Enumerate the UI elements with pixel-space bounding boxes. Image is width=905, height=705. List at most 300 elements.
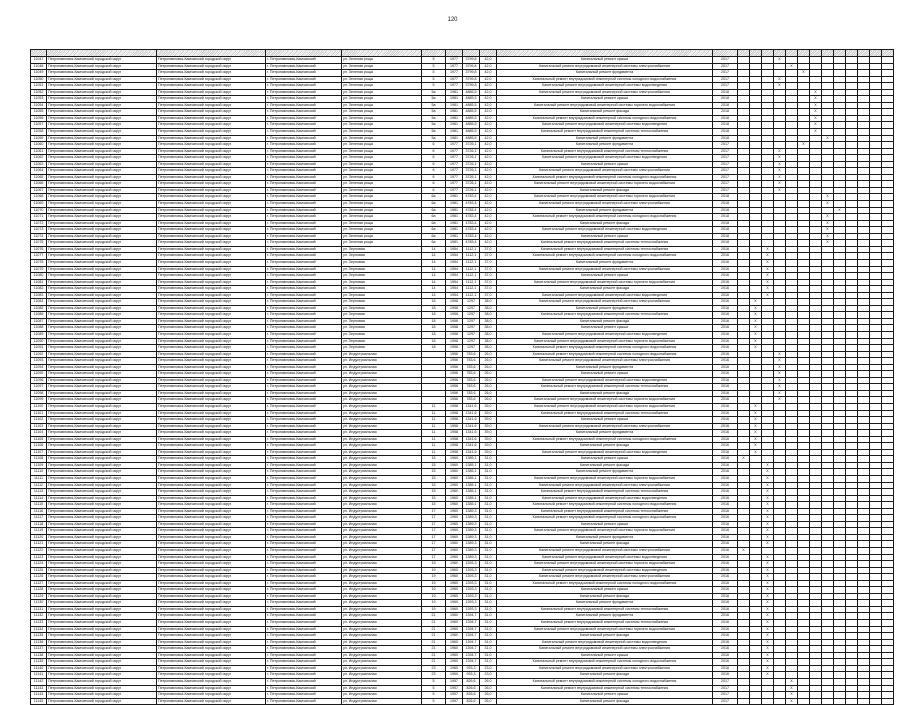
table-cell: Капитальный ремонт внутридомовой инженерной системы теплоснабжения bbox=[497, 312, 713, 319]
table-cell: X bbox=[822, 227, 834, 234]
table-cell: 11054 bbox=[31, 102, 47, 109]
table-cell: Петропавловск-Камчатский городской округ bbox=[47, 633, 157, 640]
table-cell: 11069 bbox=[31, 201, 47, 208]
table-cell: г. Петропавловск-Камчатский bbox=[266, 377, 342, 384]
table-cell: Капитальный ремонт фасада bbox=[497, 593, 713, 600]
table-cell: ул. Зеленая роща bbox=[342, 155, 422, 162]
table-cell: Петропавловск-Камчатский городской округ bbox=[157, 403, 266, 410]
table-cell: Петропавловск-Камчатский городской округ bbox=[47, 325, 157, 332]
table-cell: 1960 bbox=[446, 534, 463, 541]
table-cell: Петропавловск-Камчатский городской округ bbox=[157, 554, 266, 561]
table-cell: 11123 bbox=[31, 554, 47, 561]
table-cell: 11083 bbox=[31, 292, 47, 299]
table-cell: 11103 bbox=[31, 423, 47, 430]
table-cell: Капитальный ремонт внутридомовой инженерной системы горячего водоснабжения bbox=[497, 181, 713, 188]
table-cell: Капитальный ремонт внутридомовой инженерной системы теплоснабжения bbox=[497, 240, 713, 247]
table-cell: Петропавловск-Камчатский городской округ bbox=[47, 390, 157, 397]
table-cell: Петропавловск-Камчатский городской округ bbox=[47, 273, 157, 280]
table-cell: Петропавловск-Камчатский городской округ bbox=[157, 548, 266, 555]
table-cell: X bbox=[762, 606, 774, 613]
table-cell: Петропавловск-Камчатский городской округ bbox=[157, 63, 266, 70]
table-cell: Капитальный ремонт внутридомовой инженерной системы холодного водоснабжения bbox=[497, 502, 713, 509]
table-cell: 1112,1 bbox=[463, 286, 480, 293]
table-cell: 31,0 bbox=[480, 580, 497, 587]
table-cell: г. Петропавловск-Камчатский bbox=[266, 672, 342, 679]
table-cell: 1960 bbox=[446, 665, 463, 672]
table-cell: 826,6 bbox=[463, 692, 480, 699]
table-cell: 18 bbox=[422, 312, 446, 319]
table-cell: 39,0 bbox=[480, 443, 497, 450]
table-cell: 15 bbox=[422, 462, 446, 469]
table-cell: 31,0 bbox=[480, 620, 497, 627]
table-cell: Петропавловск-Камчатский городской округ bbox=[47, 613, 157, 620]
table-cell: Петропавловск-Камчатский городской округ bbox=[157, 207, 266, 214]
table-cell: 1112,1 bbox=[463, 259, 480, 266]
table-cell: 23 bbox=[422, 672, 446, 679]
table-cell: 21 bbox=[422, 633, 446, 640]
table-cell: 1297 bbox=[463, 312, 480, 319]
table-cell: 11086 bbox=[31, 312, 47, 319]
table-cell: X bbox=[786, 692, 798, 699]
table-cell: 5а bbox=[422, 96, 446, 103]
table-cell: 11067 bbox=[31, 187, 47, 194]
table-cell: 17 bbox=[422, 541, 446, 548]
table-cell: 1389,3 bbox=[463, 515, 480, 522]
repair-program-table-wrapper bbox=[30, 49, 876, 705]
table-cell: Петропавловск-Камчатский городской округ bbox=[157, 606, 266, 613]
table-cell: 11116 bbox=[31, 508, 47, 515]
table-cell: 11 bbox=[422, 430, 446, 437]
table-cell: 5а bbox=[422, 129, 446, 136]
table-cell: 4885,5 bbox=[463, 109, 480, 116]
table-cell: ул. Индустриальная bbox=[342, 495, 422, 502]
table-cell: Петропавловск-Камчатский городской округ bbox=[47, 299, 157, 306]
table-cell: 31,0 bbox=[480, 495, 497, 502]
table-cell: 11066 bbox=[31, 181, 47, 188]
table-cell: Петропавловск-Камчатский городской округ bbox=[157, 613, 266, 620]
table-cell: г. Петропавловск-Камчатский bbox=[266, 502, 342, 509]
header-cell bbox=[822, 50, 834, 57]
table-cell: X bbox=[738, 456, 750, 463]
table-cell: 2016 bbox=[713, 541, 738, 548]
table-cell: X bbox=[822, 201, 834, 208]
table-cell: X bbox=[762, 508, 774, 515]
table-cell: г. Петропавловск-Камчатский bbox=[266, 548, 342, 555]
table-cell: г. Петропавловск-Камчатский bbox=[266, 534, 342, 541]
table-cell: 11048 bbox=[31, 63, 47, 70]
table-cell: 42,0 bbox=[480, 181, 497, 188]
table-cell: 2016 bbox=[713, 377, 738, 384]
table-cell: 23,0 bbox=[480, 665, 497, 672]
table-cell: г. Петропавловск-Камчатский bbox=[266, 371, 342, 378]
table-cell: г. Петропавловск-Камчатский bbox=[266, 273, 342, 280]
table-cell: 783,6 bbox=[463, 377, 480, 384]
table-cell: 39,0 bbox=[480, 430, 497, 437]
table-cell: Петропавловск-Камчатский городской округ bbox=[47, 358, 157, 365]
table-cell: г. Петропавловск-Камчатский bbox=[266, 397, 342, 404]
table-cell: 1341,6 bbox=[463, 403, 480, 410]
table-cell: 2016 bbox=[713, 273, 738, 280]
table-cell: ул. Зеленая роща bbox=[342, 214, 422, 221]
table-cell: 826,6 bbox=[463, 678, 480, 685]
table-cell: г. Петропавловск-Камчатский bbox=[266, 521, 342, 528]
table-cell: Петропавловск-Камчатский городской округ bbox=[47, 174, 157, 181]
table-cell: ул. Зеленая роща bbox=[342, 201, 422, 208]
table-cell: Петропавловск-Камчатский городской округ bbox=[157, 633, 266, 640]
table-cell: 1389,3 bbox=[463, 528, 480, 535]
table-cell: 42,0 bbox=[480, 63, 497, 70]
table-cell: ул. Зерновая bbox=[342, 318, 422, 325]
table-cell: Петропавловск-Камчатский городской округ bbox=[47, 286, 157, 293]
table-cell: Капитальный ремонт внутридомовой инженерной системы электроснабжения bbox=[497, 201, 713, 208]
table-cell: 1957 bbox=[446, 692, 463, 699]
table-cell: 11095 bbox=[31, 371, 47, 378]
table-cell: 1960 bbox=[446, 587, 463, 594]
table-cell: 11091 bbox=[31, 345, 47, 352]
table-cell: 18 bbox=[422, 338, 446, 345]
table-cell: Капитальный ремонт внутридомовой инженерной системы холодного водоснабжения bbox=[497, 345, 713, 352]
table-cell: Капитальный ремонт крыши bbox=[497, 587, 713, 594]
table-cell: г. Петропавловск-Камчатский bbox=[266, 155, 342, 162]
table-cell: X bbox=[774, 83, 786, 90]
table-cell: Петропавловск-Камчатский городской округ bbox=[157, 430, 266, 437]
table-cell: г. Петропавловск-Камчатский bbox=[266, 135, 342, 142]
table-cell: 5 bbox=[422, 685, 446, 692]
table-cell: 11 bbox=[422, 417, 446, 424]
table-cell: Петропавловск-Камчатский городской округ bbox=[47, 678, 157, 685]
table-cell: г. Петропавловск-Камчатский bbox=[266, 600, 342, 607]
table-cell: 1977 bbox=[446, 181, 463, 188]
table-cell: X bbox=[762, 580, 774, 587]
table-cell bbox=[810, 698, 822, 705]
table-cell: X bbox=[750, 305, 762, 312]
table-cell: 11075 bbox=[31, 240, 47, 247]
table-cell: Петропавловск-Камчатский городской округ bbox=[47, 567, 157, 574]
table-cell: Петропавловск-Камчатский городской округ bbox=[47, 502, 157, 509]
table-cell: ул. Зеленая роща bbox=[342, 240, 422, 247]
table-cell: 6 bbox=[422, 142, 446, 149]
table-cell: Петропавловск-Камчатский городской округ bbox=[157, 698, 266, 705]
table-cell: 38,0 bbox=[480, 299, 497, 306]
table-cell: Капитальный ремонт внутридомовой инженерной системы горячего водоснабжения bbox=[497, 194, 713, 201]
table-cell: X bbox=[750, 449, 762, 456]
table-cell: ул. Индустриальная bbox=[342, 489, 422, 496]
table-cell: 2017 bbox=[713, 76, 738, 83]
table-cell: 5а bbox=[422, 102, 446, 109]
table-cell: 1958 bbox=[446, 436, 463, 443]
table-cell: 11077 bbox=[31, 253, 47, 260]
table-cell: 1393,3 bbox=[463, 606, 480, 613]
table-cell: 5 bbox=[422, 678, 446, 685]
table-cell: 38,0 bbox=[480, 312, 497, 319]
table-cell: г. Петропавловск-Камчатский bbox=[266, 227, 342, 234]
table-cell: Капитальный ремонт внутридомовой инженерной системы горячего водоснабжения bbox=[497, 476, 713, 483]
table-cell: 11138 bbox=[31, 652, 47, 659]
table-cell: ул. Зеленая роща bbox=[342, 83, 422, 90]
table-cell: ул. Индустриальная bbox=[342, 685, 422, 692]
table-cell: 2016 bbox=[713, 476, 738, 483]
table-cell: Капитальный ремонт крыши bbox=[497, 325, 713, 332]
table-cell: 4885,5 bbox=[463, 115, 480, 122]
table-cell: 11141 bbox=[31, 672, 47, 679]
table-cell: X bbox=[738, 548, 750, 555]
table-cell: Петропавловск-Камчатский городской округ bbox=[47, 338, 157, 345]
header-cell bbox=[713, 50, 738, 57]
table-cell: Петропавловск-Камчатский городской округ bbox=[157, 286, 266, 293]
table-cell: 6а bbox=[422, 227, 446, 234]
table-cell: 21 bbox=[422, 659, 446, 666]
table-cell: 37,0 bbox=[480, 273, 497, 280]
table-cell: г. Петропавловск-Камчатский bbox=[266, 70, 342, 77]
table-cell: X bbox=[762, 521, 774, 528]
table-cell: X bbox=[774, 57, 786, 64]
table-cell: 2016 bbox=[713, 397, 738, 404]
table-cell: ул. Зерновая bbox=[342, 345, 422, 352]
table-cell: X bbox=[762, 482, 774, 489]
table-cell: Петропавловск-Камчатский городской округ bbox=[47, 541, 157, 548]
table-cell: 42,0 bbox=[480, 115, 497, 122]
table-cell: 1394,7 bbox=[463, 646, 480, 653]
header-cell bbox=[762, 50, 774, 57]
table-cell: 1956 bbox=[446, 351, 463, 358]
table-cell: 2016 bbox=[713, 305, 738, 312]
table-cell: 1960 bbox=[446, 462, 463, 469]
table-cell: Капитальный ремонт внутридомовой инженерной системы холодного водоснабжения bbox=[497, 253, 713, 260]
table-cell: Капитальный ремонт фундамента bbox=[497, 534, 713, 541]
table-cell: 3726,1 bbox=[463, 187, 480, 194]
table-cell: 11070 bbox=[31, 207, 47, 214]
table-cell: Капитальный ремонт внутридомовой инженерной системы электроснабжения bbox=[497, 665, 713, 672]
table-cell: ул. Зеленая роща bbox=[342, 70, 422, 77]
table-cell: Капитальный ремонт внутридомовой инженерной системы водоотведения bbox=[497, 227, 713, 234]
table-cell: 11101 bbox=[31, 410, 47, 417]
table-cell: 11136 bbox=[31, 639, 47, 646]
table-cell: 11056 bbox=[31, 115, 47, 122]
table-cell: 11 bbox=[422, 436, 446, 443]
table-cell: ул. Зерновая bbox=[342, 246, 422, 253]
table-cell: X bbox=[762, 659, 774, 666]
table-cell: Петропавловск-Камчатский городской округ bbox=[157, 410, 266, 417]
table-cell: 31,0 bbox=[480, 646, 497, 653]
table-cell: 11068 bbox=[31, 194, 47, 201]
table-cell: 1958 bbox=[446, 299, 463, 306]
table-cell: Капитальный ремонт внутридомовой инженерной системы электроснабжения bbox=[497, 299, 713, 306]
table-cell: 31,0 bbox=[480, 469, 497, 476]
table-cell: Капитальный ремонт фасада bbox=[497, 286, 713, 293]
table-cell: 2016 bbox=[713, 659, 738, 666]
table-cell: 42,0 bbox=[480, 122, 497, 129]
table-cell: 31,0 bbox=[480, 639, 497, 646]
table-cell: г. Петропавловск-Камчатский bbox=[266, 449, 342, 456]
table-cell: 31,0 bbox=[480, 489, 497, 496]
table-cell: X bbox=[774, 76, 786, 83]
table-cell: 11 bbox=[422, 449, 446, 456]
table-cell: ул. Индустриальная bbox=[342, 371, 422, 378]
table-cell: 11124 bbox=[31, 561, 47, 568]
table-cell: Капитальный ремонт внутридомовой инженерной системы холодного водоснабжения bbox=[497, 580, 713, 587]
table-cell: Петропавловск-Камчатский городской округ bbox=[157, 76, 266, 83]
table-cell: 11131 bbox=[31, 606, 47, 613]
table-cell: Петропавловск-Камчатский городской округ bbox=[157, 561, 266, 568]
table-cell: г. Петропавловск-Камчатский bbox=[266, 508, 342, 515]
table-cell: X bbox=[810, 102, 822, 109]
table-cell: 11052 bbox=[31, 89, 47, 96]
table-cell: Капитальный ремонт внутридомовой инженерной системы электроснабжения bbox=[497, 574, 713, 581]
table-cell: 11120 bbox=[31, 534, 47, 541]
table-cell: 2018 bbox=[713, 220, 738, 227]
table-cell: 31,0 bbox=[480, 528, 497, 535]
table-cell: 26,0 bbox=[480, 692, 497, 699]
table-cell: 1956 bbox=[446, 390, 463, 397]
table-cell: Петропавловск-Камчатский городской округ bbox=[47, 115, 157, 122]
table-cell: 2018 bbox=[713, 201, 738, 208]
table-cell: 2016 bbox=[713, 554, 738, 561]
header-cell bbox=[446, 50, 463, 57]
table-cell: ул. Зеленая роща bbox=[342, 220, 422, 227]
table-cell: 3726,1 bbox=[463, 161, 480, 168]
table-cell: 2016 bbox=[713, 593, 738, 600]
table-cell: ул. Зеленая роща bbox=[342, 63, 422, 70]
table-cell: 31,0 bbox=[480, 626, 497, 633]
table-cell: 1981 bbox=[446, 220, 463, 227]
table-cell: 1341,6 bbox=[463, 443, 480, 450]
table-cell: ул. Индустриальная bbox=[342, 548, 422, 555]
table-cell: 31,0 bbox=[480, 508, 497, 515]
table-cell: 11115 bbox=[31, 502, 47, 509]
table-cell: X bbox=[774, 155, 786, 162]
table-cell: 1960 bbox=[446, 639, 463, 646]
header-cell bbox=[738, 50, 750, 57]
table-cell: Петропавловск-Камчатский городской округ bbox=[157, 665, 266, 672]
table-cell: 2018 bbox=[713, 129, 738, 136]
table-cell bbox=[738, 698, 750, 705]
table-cell: 2016 bbox=[713, 528, 738, 535]
table-cell: 38,0 bbox=[480, 325, 497, 332]
table-cell: 2017 bbox=[713, 63, 738, 70]
table-cell: 933,3 bbox=[463, 672, 480, 679]
table-cell: X bbox=[762, 593, 774, 600]
table-cell: Капитальный ремонт внутридомовой инженерной системы электроснабжения bbox=[497, 89, 713, 96]
table-cell: 11076 bbox=[31, 246, 47, 253]
table-cell: г. Петропавловск-Камчатский bbox=[266, 102, 342, 109]
table-cell: 17 bbox=[422, 515, 446, 522]
table-cell: 5 bbox=[422, 692, 446, 699]
table-cell: ул. Зеленая роща bbox=[342, 181, 422, 188]
table-cell: 11133 bbox=[31, 620, 47, 627]
table-cell: 42,0 bbox=[480, 135, 497, 142]
table-cell: 11079 bbox=[31, 266, 47, 273]
table-cell: Петропавловск-Камчатский городской округ bbox=[157, 351, 266, 358]
table-cell: Капитальный ремонт внутридомовой инженерной системы электроснабжения bbox=[497, 63, 713, 70]
table-cell: Капитальный ремонт внутридомовой инженерной системы водоотведения bbox=[497, 449, 713, 456]
table-cell: 5а bbox=[422, 109, 446, 116]
table-cell: X bbox=[774, 371, 786, 378]
table-cell: X bbox=[822, 214, 834, 221]
table-cell: X bbox=[798, 70, 810, 77]
table-cell: Петропавловск-Камчатский городской округ bbox=[47, 508, 157, 515]
table-cell: X bbox=[762, 620, 774, 627]
table-cell: 2017 bbox=[713, 678, 738, 685]
table-cell: 4783,4 bbox=[463, 207, 480, 214]
table-cell: X bbox=[762, 534, 774, 541]
table-cell: X bbox=[762, 652, 774, 659]
table-cell: 3726,1 bbox=[463, 174, 480, 181]
table-cell: 1960 bbox=[446, 541, 463, 548]
table-cell: 38,0 bbox=[480, 305, 497, 312]
table-cell: ул. Зеленая роща bbox=[342, 96, 422, 103]
table-cell: Капитальный ремонт внутридомовой инженерной системы горячего водоснабжения bbox=[497, 403, 713, 410]
table-cell: 2016 bbox=[713, 515, 738, 522]
table-cell: 2016 bbox=[713, 489, 738, 496]
table-cell: Петропавловск-Камчатский городской округ bbox=[47, 371, 157, 378]
table-cell: Капитальный ремонт внутридомовой инженерной системы холодного водоснабжения bbox=[497, 678, 713, 685]
table-cell: 2016 bbox=[713, 567, 738, 574]
table-cell: 11128 bbox=[31, 587, 47, 594]
table-cell: 42,0 bbox=[480, 148, 497, 155]
table-cell: Петропавловск-Камчатский городской округ bbox=[47, 63, 157, 70]
table-cell: Петропавловск-Камчатский городской округ bbox=[157, 70, 266, 77]
table-cell: 2016 bbox=[713, 508, 738, 515]
table-cell: г. Петропавловск-Камчатский bbox=[266, 620, 342, 627]
table-cell: 2016 bbox=[713, 371, 738, 378]
table-cell: г. Петропавловск-Камчатский bbox=[266, 338, 342, 345]
table-cell: г. Петропавловск-Камчатский bbox=[266, 129, 342, 136]
table-cell: ул. Зеленая роща bbox=[342, 148, 422, 155]
table-cell: г. Петропавловск-Камчатский bbox=[266, 161, 342, 168]
table-cell: 42,0 bbox=[480, 233, 497, 240]
table-cell: Капитальный ремонт внутридомовой инженерной системы теплоснабжения bbox=[497, 606, 713, 613]
table-cell: X bbox=[750, 430, 762, 437]
table-cell: Петропавловск-Камчатский городской округ bbox=[47, 201, 157, 208]
table-cell: X bbox=[762, 574, 774, 581]
table-cell: 1956 bbox=[446, 377, 463, 384]
table-cell: ул. Зеленая роща bbox=[342, 109, 422, 116]
table-cell: 31,0 bbox=[480, 633, 497, 640]
table-cell: ул. Индустриальная bbox=[342, 652, 422, 659]
table-cell: X bbox=[810, 122, 822, 129]
table-cell: 11143 bbox=[31, 685, 47, 692]
table-cell: X bbox=[822, 220, 834, 227]
table-cell: 1389,3 bbox=[463, 534, 480, 541]
table-cell: Капитальный ремонт внутридомовой инженерной системы теплоснабжения bbox=[497, 384, 713, 391]
table-cell: Петропавловск-Камчатский городской округ bbox=[47, 168, 157, 175]
table-cell bbox=[822, 698, 834, 705]
table-cell: 42,0 bbox=[480, 129, 497, 136]
table-cell: 2016 bbox=[713, 423, 738, 430]
table-cell: 1958 bbox=[446, 423, 463, 430]
table-cell bbox=[798, 698, 810, 705]
table-cell: Петропавловск-Камчатский городской округ bbox=[47, 672, 157, 679]
table-cell: X bbox=[762, 528, 774, 535]
table-cell: Капитальный ремонт внутридомовой инженерной системы электроснабжения bbox=[497, 482, 713, 489]
table-cell: г. Петропавловск-Камчатский bbox=[266, 462, 342, 469]
table-cell: 1960 bbox=[446, 482, 463, 489]
table-cell: г. Петропавловск-Камчатский bbox=[266, 76, 342, 83]
table-cell: 18 bbox=[422, 305, 446, 312]
table-cell: 11090 bbox=[31, 338, 47, 345]
table-cell: 2016 bbox=[713, 351, 738, 358]
table-cell: 1389,3 bbox=[463, 548, 480, 555]
table-cell: 11055 bbox=[31, 109, 47, 116]
table-cell: 5 bbox=[422, 698, 446, 705]
table-cell: Петропавловск-Камчатский городской округ bbox=[157, 233, 266, 240]
table-cell: Капитальный ремонт фундамента bbox=[497, 135, 713, 142]
table-cell: 42,0 bbox=[480, 96, 497, 103]
table-cell: 2016 bbox=[713, 462, 738, 469]
table-cell: г. Петропавловск-Камчатский bbox=[266, 613, 342, 620]
table-cell: 14 bbox=[422, 259, 446, 266]
table-cell: Капитальный ремонт внутридомовой инженерной системы холодного водоснабжения bbox=[497, 659, 713, 666]
